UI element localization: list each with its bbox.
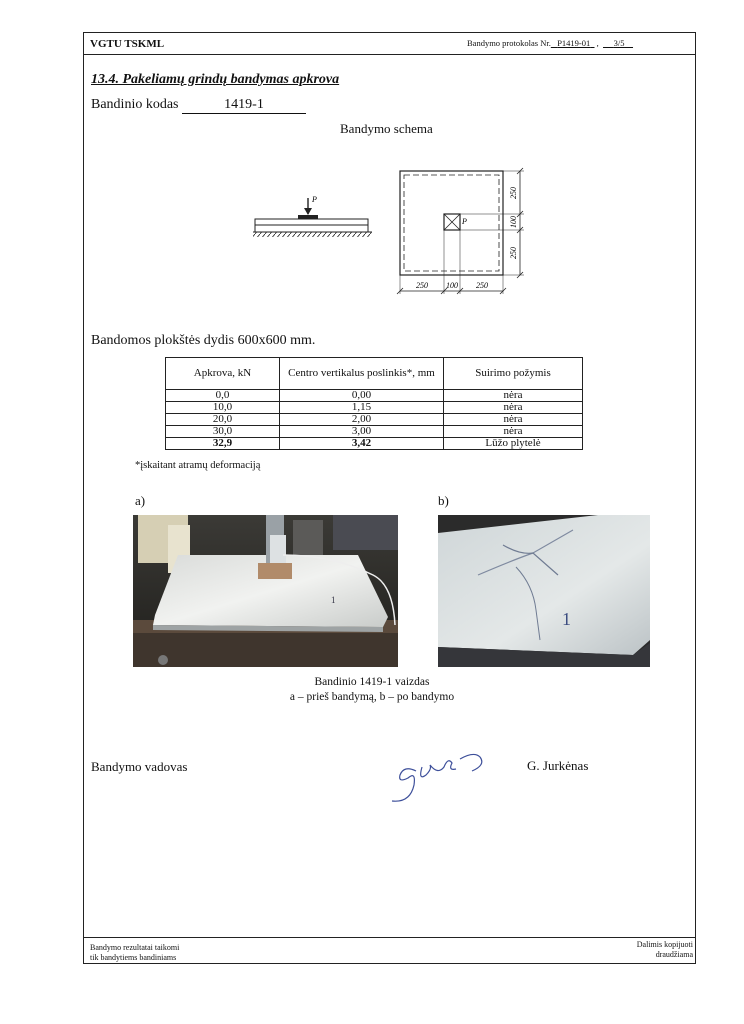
cell-failure: Lūžo plytelė (444, 438, 583, 450)
footer-left: Bandymo rezultatai taikomi tik bandytiems bandiniams (90, 943, 180, 962)
cell-load: 32,9 (166, 438, 280, 450)
specimen-code-label: Bandinio kodas (91, 97, 179, 112)
table-row (166, 402, 583, 414)
protocol-label: Bandymo protokolas Nr. (467, 38, 551, 48)
table-row (166, 390, 583, 402)
photo-caption-line1: Bandinio 1419-1 vaizdas (314, 676, 430, 688)
slab-size-text: Bandomos plokštės dydis 600x600 mm. (91, 333, 316, 348)
handwritten-signature (382, 745, 502, 803)
footer-rule (84, 937, 695, 938)
cell-load: 10,0 (166, 402, 280, 414)
cell-displacement: 3,42 (280, 438, 444, 450)
col-header-failure: Suirimo požymis (444, 358, 583, 390)
photo-after-test (438, 515, 650, 667)
schema-title: Bandymo schema (340, 121, 433, 136)
cell-failure: nėra (444, 426, 583, 438)
photo-a-label: a) (135, 493, 146, 508)
cell-displacement: 0,00 (280, 390, 444, 402)
side-view-schema (250, 192, 380, 242)
org-name: VGTU TSKML (90, 38, 165, 50)
photo-caption-line2: a – prieš bandymą, b – po bandymo (289, 691, 455, 703)
svg-text:100: 100 (509, 216, 518, 228)
table-row (166, 438, 583, 450)
svg-text:250: 250 (509, 247, 518, 259)
photo-b-mark: 1 (562, 609, 571, 629)
photo-a-mark: 1 (331, 595, 336, 605)
protocol-number: Bandymo protokolas Nr. P1419-01 , 3/5 (467, 38, 633, 48)
cell-failure: nėra (444, 390, 583, 402)
section-title: 13.4. Pakeliamų grindų bandymas apkrova (91, 72, 340, 87)
cell-displacement: 1,15 (280, 402, 444, 414)
cell-load: 0,0 (166, 390, 280, 402)
footer-right: Dalimis kopijuoti draudžiama (636, 940, 693, 959)
results-table (165, 357, 583, 450)
svg-text:250: 250 (476, 281, 488, 290)
cell-load: 20,0 (166, 414, 280, 426)
svg-text:100: 100 (446, 281, 458, 290)
col-header-load: Apkrova, kN (166, 358, 280, 390)
svg-text:P: P (312, 195, 317, 204)
plan-view-schema (392, 166, 532, 296)
page-number: 3/5 (613, 38, 625, 48)
table-header-row (166, 358, 583, 390)
photo-before-test (133, 515, 398, 667)
photo-b-label: b) (438, 493, 449, 508)
supervisor-name: G. Jurkėnas (527, 758, 589, 773)
specimen-code: 1419-1 (182, 97, 306, 114)
svg-text:250: 250 (416, 281, 428, 290)
cell-displacement: 3,00 (280, 426, 444, 438)
table-footnote: *įskaitant atramų deformaciją (135, 460, 261, 471)
cell-failure: nėra (444, 414, 583, 426)
cell-failure: nėra (444, 402, 583, 414)
protocol-code: P1419-01 (557, 38, 591, 48)
svg-text:250: 250 (509, 187, 518, 199)
cell-displacement: 2,00 (280, 414, 444, 426)
test-supervisor-label: Bandymo vadovas (91, 759, 188, 774)
col-header-displacement: Centro vertikalus poslinkis*, mm (280, 358, 444, 390)
svg-text:P: P (462, 217, 467, 226)
cell-load: 30,0 (166, 426, 280, 438)
table-row (166, 414, 583, 426)
table-row (166, 426, 583, 438)
page-frame (83, 32, 696, 964)
header-rule (84, 54, 695, 55)
